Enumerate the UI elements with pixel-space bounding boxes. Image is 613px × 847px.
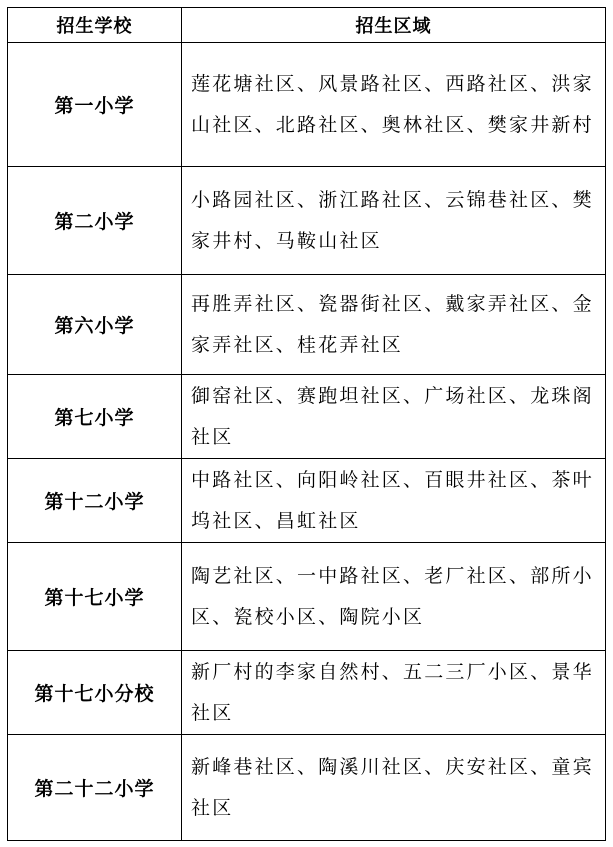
table-row bbox=[8, 651, 606, 735]
table-header-row bbox=[8, 8, 606, 43]
table-row bbox=[8, 459, 606, 543]
school-name: 第二十二小学 bbox=[8, 735, 182, 841]
school-area: 新峰巷社区、陶溪川社区、庆安社区、童宾社区 bbox=[182, 735, 606, 841]
table-row bbox=[8, 375, 606, 459]
school-name: 第十七小分校 bbox=[8, 651, 182, 735]
enrollment-table bbox=[7, 7, 606, 841]
school-area: 再胜弄社区、瓷器街社区、戴家弄社区、金家弄社区、桂花弄社区 bbox=[182, 275, 606, 375]
school-name: 第一小学 bbox=[8, 43, 182, 167]
school-name: 第十七小学 bbox=[8, 543, 182, 651]
header-area: 招生区域 bbox=[182, 8, 606, 43]
school-area: 中路社区、向阳岭社区、百眼井社区、茶叶坞社区、昌虹社区 bbox=[182, 459, 606, 543]
table-row bbox=[8, 275, 606, 375]
school-name: 第二小学 bbox=[8, 167, 182, 275]
header-school: 招生学校 bbox=[8, 8, 182, 43]
school-area: 莲花塘社区、风景路社区、西路社区、洪家山社区、北路社区、奥林社区、樊家井新村 bbox=[182, 43, 606, 167]
table-row bbox=[8, 543, 606, 651]
table-row bbox=[8, 735, 606, 841]
school-area: 小路园社区、浙江路社区、云锦巷社区、樊家井村、马鞍山社区 bbox=[182, 167, 606, 275]
school-area: 陶艺社区、一中路社区、老厂社区、部所小区、瓷校小区、陶院小区 bbox=[182, 543, 606, 651]
school-name: 第十二小学 bbox=[8, 459, 182, 543]
school-area: 御窑社区、赛跑坦社区、广场社区、龙珠阁社区 bbox=[182, 375, 606, 459]
table-row bbox=[8, 43, 606, 167]
school-area: 新厂村的李家自然村、五二三厂小区、景华社区 bbox=[182, 651, 606, 735]
school-name: 第六小学 bbox=[8, 275, 182, 375]
school-name: 第七小学 bbox=[8, 375, 182, 459]
table-row bbox=[8, 167, 606, 275]
